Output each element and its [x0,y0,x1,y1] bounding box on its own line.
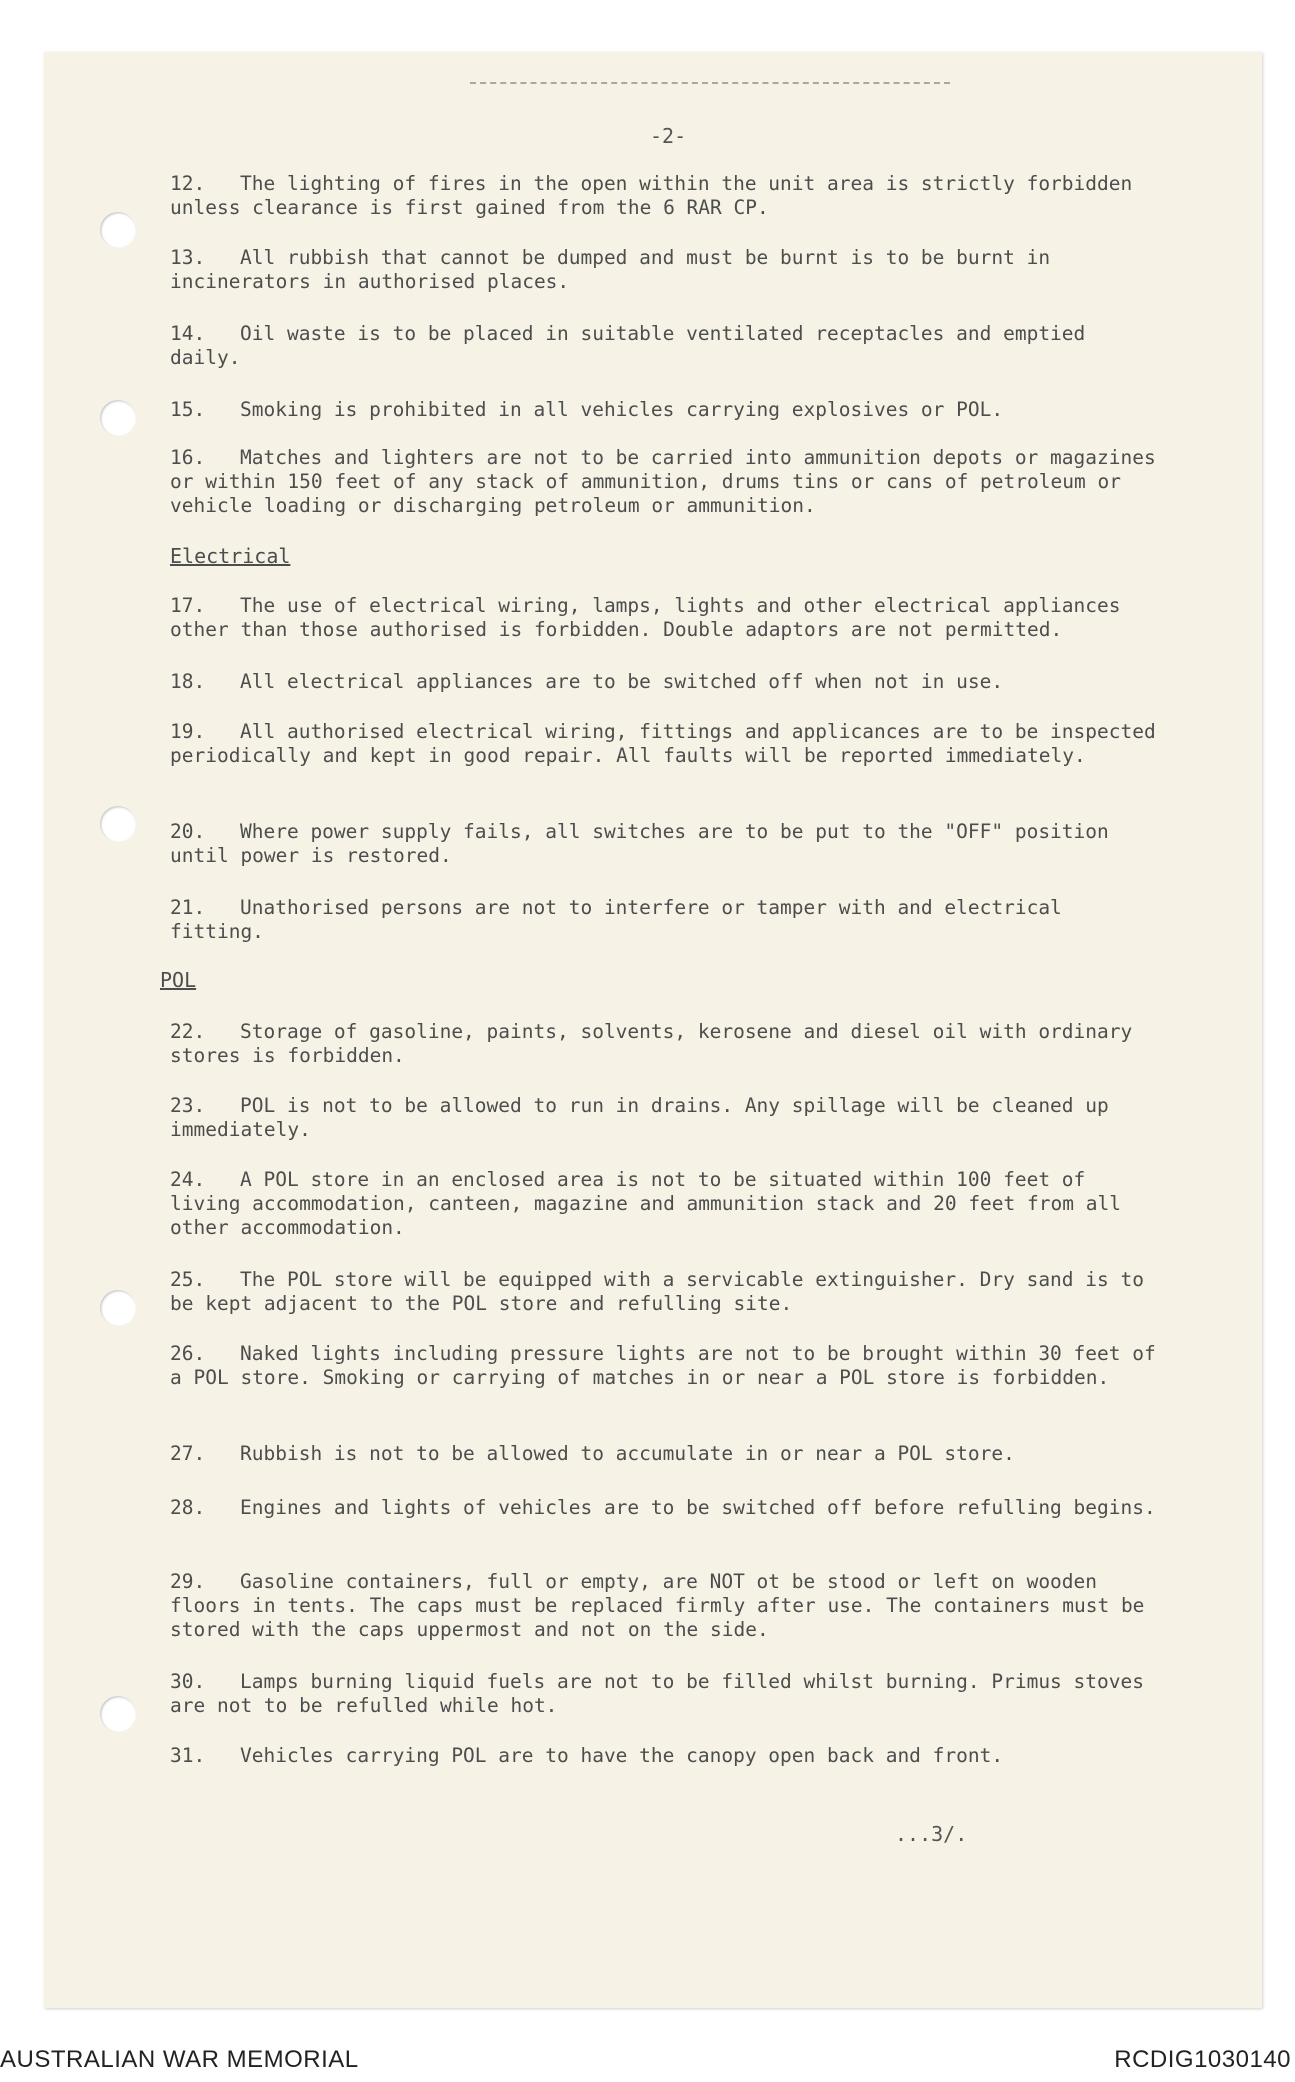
paragraph-30: 30. Lamps burning liquid fuels are not to be filled whilst burning. Primus stoves are not to be refulled while hot. [170,1670,1144,1717]
punch-hole [100,1696,136,1732]
punch-hole [100,806,136,842]
paragraph-14: 14. Oil waste is to be placed in suitable ventilated receptacles and emptied daily. [170,322,1086,369]
punch-hole [100,212,136,248]
paragraph-19: 19. All authorised electrical wiring, fittings and applicances are to be inspected periodically and kept in good repair. All faults will be reported immediately. [170,720,1156,767]
footer-record-id: RCDIG1030140 [1114,2046,1291,2073]
paragraph-16: 16. Matches and lighters are not to be carried into ammunition depots or magazines or within 150 feet of any stack of ammunition, drums tins or cans of petroleum or vehicle loading or discharging petroleum or ammunition. [170,446,1156,517]
paragraph-28: 28. Engines and lights of vehicles are to be switched off before refulling begins. [170,1496,1156,1519]
paragraph-25: 25. The POL store will be equipped with a servicable extinguisher. Dry sand is to be kept adjacent to the POL store and refulling site. [170,1268,1144,1315]
punch-hole [100,1290,136,1326]
paragraph-24: 24. A POL store in an enclosed area is not to be situated within 100 feet of living accommodation, canteen, magazine and ammunition stack and 20 feet from all other accommodation. [170,1168,1121,1239]
page-number: -2- [650,124,687,148]
paragraph-26: 26. Naked lights including pressure lights are not to be brought within 30 feet of a POL store. Smoking or carrying of matches in or near a POL store is forbidden. [170,1342,1156,1389]
paragraph-17: 17. The use of electrical wiring, lamps, lights and other electrical appliances other than those authorised is forbidden. Double adaptors are not permitted. [170,594,1121,641]
section-heading-pol: POL [160,968,197,992]
section-heading-electrical: Electrical [170,544,291,568]
paragraph-23: 23. POL is not to be allowed to run in drains. Any spillage will be cleaned up immediately. [170,1094,1109,1141]
continuation-marker: ...3/. [895,1822,968,1846]
top-rule [470,82,950,84]
paragraph-27: 27. Rubbish is not to be allowed to accumulate in or near a POL store. [170,1442,1015,1465]
footer-archive-name: AUSTRALIAN WAR MEMORIAL [0,2046,359,2073]
paragraph-21: 21. Unathorised persons are not to interfere or tamper with and electrical fitting. [170,896,1062,943]
paragraph-18: 18. All electrical appliances are to be switched off when not in use. [170,670,1004,693]
punch-hole [100,400,136,436]
paragraph-29: 29. Gasoline containers, full or empty, are NOT ot be stood or left on wooden floors in tents. The caps must be replaced firmly after use. The containers must be stored with the caps uppermost and not on the side. [170,1570,1145,1641]
paragraph-31: 31. Vehicles carrying POL are to have the canopy open back and front. [170,1744,1004,1767]
paragraph-15: 15. Smoking is prohibited in all vehicles carrying explosives or POL. [170,398,1004,421]
paragraph-22: 22. Storage of gasoline, paints, solvents, kerosene and diesel oil with ordinary stores is forbidden. [170,1020,1133,1067]
paragraph-12: 12. The lighting of fires in the open within the unit area is strictly forbidden unless clearance is first gained from the 6 RAR CP. [170,172,1133,219]
paragraph-20: 20. Where power supply fails, all switches are to be put to the "OFF" position until power is restored. [170,820,1109,867]
paragraph-13: 13. All rubbish that cannot be dumped and must be burnt is to be burnt in incinerators in authorised places. [170,246,1051,293]
